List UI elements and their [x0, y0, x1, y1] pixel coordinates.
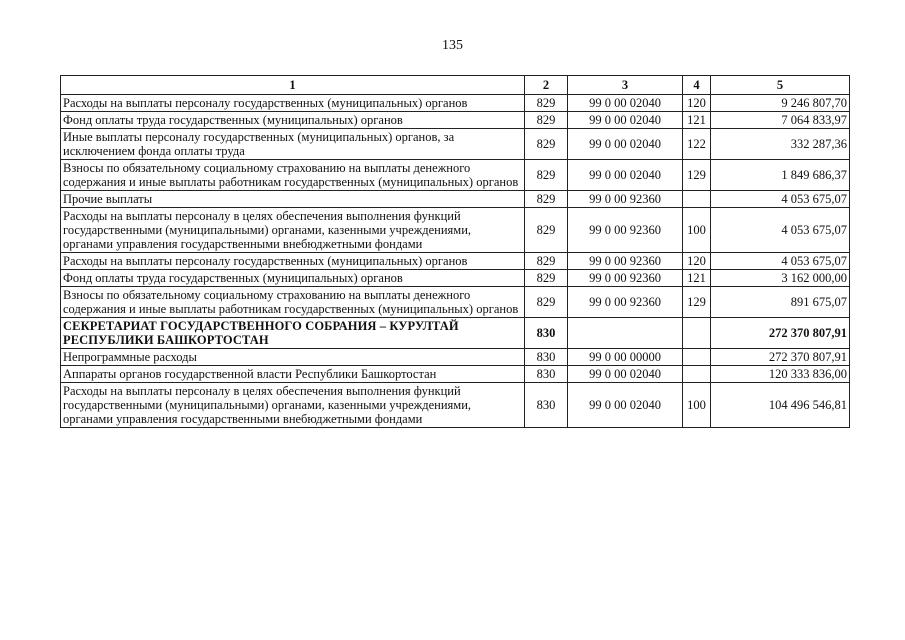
row-type-cell: [683, 349, 711, 366]
row-type-cell: 129: [683, 287, 711, 318]
row-name-cell: Аппараты органов государственной власти Республики Башкортостан: [61, 366, 525, 383]
row-type-cell: [683, 366, 711, 383]
row-code-cell: 829: [525, 287, 568, 318]
row-target-cell: 99 0 00 02040: [568, 129, 683, 160]
row-name-cell: Расходы на выплаты персоналу в целях обеспечения выполнения функций государственными (муниципальными) органами, казенными учреждениями, органами управления государственными внебюджетными фондами: [61, 383, 525, 428]
table-row: [61, 383, 850, 428]
row-target-cell: 99 0 00 92360: [568, 208, 683, 253]
row-name-cell: Расходы на выплаты персоналу государственных (муниципальных) органов: [61, 253, 525, 270]
table-row: [61, 129, 850, 160]
row-code-cell: 829: [525, 191, 568, 208]
row-amount-cell: 1 849 686,37: [711, 160, 850, 191]
table-row: [61, 160, 850, 191]
row-target-cell: 99 0 00 02040: [568, 366, 683, 383]
row-target-cell: 99 0 00 02040: [568, 95, 683, 112]
row-code-cell: 829: [525, 112, 568, 129]
row-type-cell: 122: [683, 129, 711, 160]
row-target-cell: 99 0 00 00000: [568, 349, 683, 366]
table-row: [61, 112, 850, 129]
row-type-cell: 121: [683, 270, 711, 287]
row-code-cell: 829: [525, 208, 568, 253]
row-amount-cell: 104 496 546,81: [711, 383, 850, 428]
row-name-cell: Взносы по обязательному социальному страхованию на выплаты денежного содержания и иные выплаты работникам государственных (муниципальных) органов: [61, 160, 525, 191]
row-code-cell: 829: [525, 95, 568, 112]
row-name-cell: СЕКРЕТАРИАТ ГОСУДАРСТВЕННОГО СОБРАНИЯ – КУРУЛТАЙ РЕСПУБЛИКИ БАШКОРТОСТАН: [61, 318, 525, 349]
row-type-cell: 120: [683, 95, 711, 112]
row-code-cell: 829: [525, 129, 568, 160]
table-row: [61, 253, 850, 270]
row-code-cell: 830: [525, 349, 568, 366]
row-amount-cell: 891 675,07: [711, 287, 850, 318]
row-amount-cell: 4 053 675,07: [711, 253, 850, 270]
table-row: [61, 95, 850, 112]
row-target-cell: 99 0 00 02040: [568, 383, 683, 428]
table-row: [61, 318, 850, 349]
table-row: [61, 208, 850, 253]
row-target-cell: 99 0 00 02040: [568, 112, 683, 129]
row-amount-cell: 9 246 807,70: [711, 95, 850, 112]
table-row: [61, 349, 850, 366]
row-type-cell: 100: [683, 383, 711, 428]
row-amount-cell: 120 333 836,00: [711, 366, 850, 383]
row-target-cell: [568, 318, 683, 349]
row-target-cell: 99 0 00 02040: [568, 160, 683, 191]
table-row: [61, 270, 850, 287]
header-col-2: 2: [525, 76, 568, 95]
row-code-cell: 830: [525, 366, 568, 383]
row-name-cell: Непрограммные расходы: [61, 349, 525, 366]
table-header-row: [61, 76, 850, 95]
row-amount-cell: 7 064 833,97: [711, 112, 850, 129]
row-type-cell: 100: [683, 208, 711, 253]
row-target-cell: 99 0 00 92360: [568, 191, 683, 208]
row-code-cell: 829: [525, 270, 568, 287]
row-type-cell: [683, 191, 711, 208]
header-col-5: 5: [711, 76, 850, 95]
row-name-cell: Фонд оплаты труда государственных (муниципальных) органов: [61, 270, 525, 287]
row-name-cell: Расходы на выплаты персоналу в целях обеспечения выполнения функций государственными (муниципальными) органами, казенными учреждениями, органами управления государственными внебюджетными фондами: [61, 208, 525, 253]
budget-table: [60, 75, 850, 428]
row-target-cell: 99 0 00 92360: [568, 270, 683, 287]
header-col-4: 4: [683, 76, 711, 95]
row-code-cell: 830: [525, 318, 568, 349]
row-code-cell: 829: [525, 160, 568, 191]
row-name-cell: Прочие выплаты: [61, 191, 525, 208]
header-col-1: 1: [61, 76, 525, 95]
row-code-cell: 829: [525, 253, 568, 270]
row-target-cell: 99 0 00 92360: [568, 253, 683, 270]
row-amount-cell: 3 162 000,00: [711, 270, 850, 287]
row-code-cell: 830: [525, 383, 568, 428]
table-body: [61, 95, 850, 428]
table-row: [61, 366, 850, 383]
row-name-cell: Фонд оплаты труда государственных (муниципальных) органов: [61, 112, 525, 129]
row-amount-cell: 4 053 675,07: [711, 208, 850, 253]
row-type-cell: [683, 318, 711, 349]
table-row: [61, 287, 850, 318]
row-amount-cell: 272 370 807,91: [711, 318, 850, 349]
row-type-cell: 121: [683, 112, 711, 129]
row-name-cell: Взносы по обязательному социальному страхованию на выплаты денежного содержания и иные выплаты работникам государственных (муниципальных) органов: [61, 287, 525, 318]
row-type-cell: 120: [683, 253, 711, 270]
table-row: [61, 191, 850, 208]
row-target-cell: 99 0 00 92360: [568, 287, 683, 318]
page-number: 135: [442, 38, 463, 53]
row-type-cell: 129: [683, 160, 711, 191]
row-amount-cell: 332 287,36: [711, 129, 850, 160]
row-amount-cell: 272 370 807,91: [711, 349, 850, 366]
row-name-cell: Расходы на выплаты персоналу государственных (муниципальных) органов: [61, 95, 525, 112]
row-name-cell: Иные выплаты персоналу государственных (муниципальных) органов, за исключением фонда оплаты труда: [61, 129, 525, 160]
header-col-3: 3: [568, 76, 683, 95]
row-amount-cell: 4 053 675,07: [711, 191, 850, 208]
